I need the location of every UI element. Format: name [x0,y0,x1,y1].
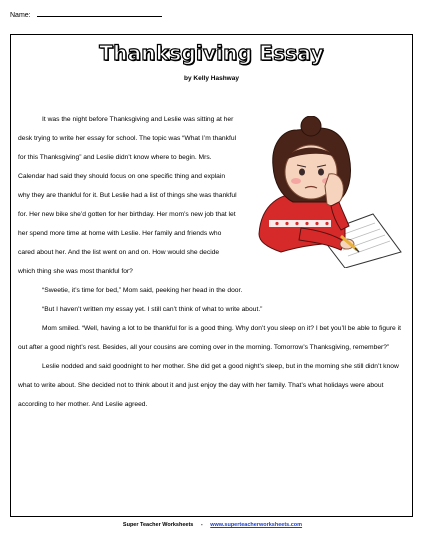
footer-url-link[interactable]: www.superteacherworksheets.com [210,522,303,528]
essay-byline: by Kelly Hashway [184,75,239,82]
name-field-row [10,10,162,19]
worksheet-frame [10,34,413,517]
paragraph-5: Leslie nodded and said goodnight to her mother. She did get a good night’s sleep, but in the morning she still didn’t know what to write about. She decided not to think about it and just enjoy the day with her family. That’s what holidays were about according to her mother. And Leslie agreed. [18,363,399,408]
page-footer [0,522,425,528]
paragraph-4: Mom smiled. “Well, having a lot to be thankful for is a good thing. Why don’t you sleep on it? I bet you’ll be able to figure it out after a good night’s rest. Besides, all your cousins are coming over in the morning. Tomorrow’s Thanksgiving, remember?” [18,325,401,351]
footer-separator: - [200,522,203,528]
paragraph-2: “Sweetie, it’s time for bed,” Mom said, peeking her head in the door. [42,287,243,294]
essay-body [18,110,406,414]
paragraph-3: “But I haven’t written my essay yet. I still can’t think of what to write about.” [42,306,263,313]
footer-brand: Super Teacher Worksheets [122,522,194,528]
essay-title: Thanksgiving Essay [99,41,324,65]
name-label: Name: [10,12,31,19]
name-blank-line[interactable] [37,10,162,17]
paragraph-1: It was the night before Thanksgiving and Leslie was sitting at her desk trying to write her essay for school. The topic was “What I’m thankful for this Thanksgiving” and Leslie didn’t know where to begin. Mrs. Calendar had said they should focus on one specific thing and explain why they are thankful for it. But Leslie had a list of things she was thankful for. Her new bike she’d gotten for her birthday. Her mom’s new job that let her spend more time at home with Leslie. Her family and friends who cared about her. And the list went on and on. How would she decide which thing she was most thankful for? [18,116,237,275]
girl-writing-illustration [241,116,406,268]
